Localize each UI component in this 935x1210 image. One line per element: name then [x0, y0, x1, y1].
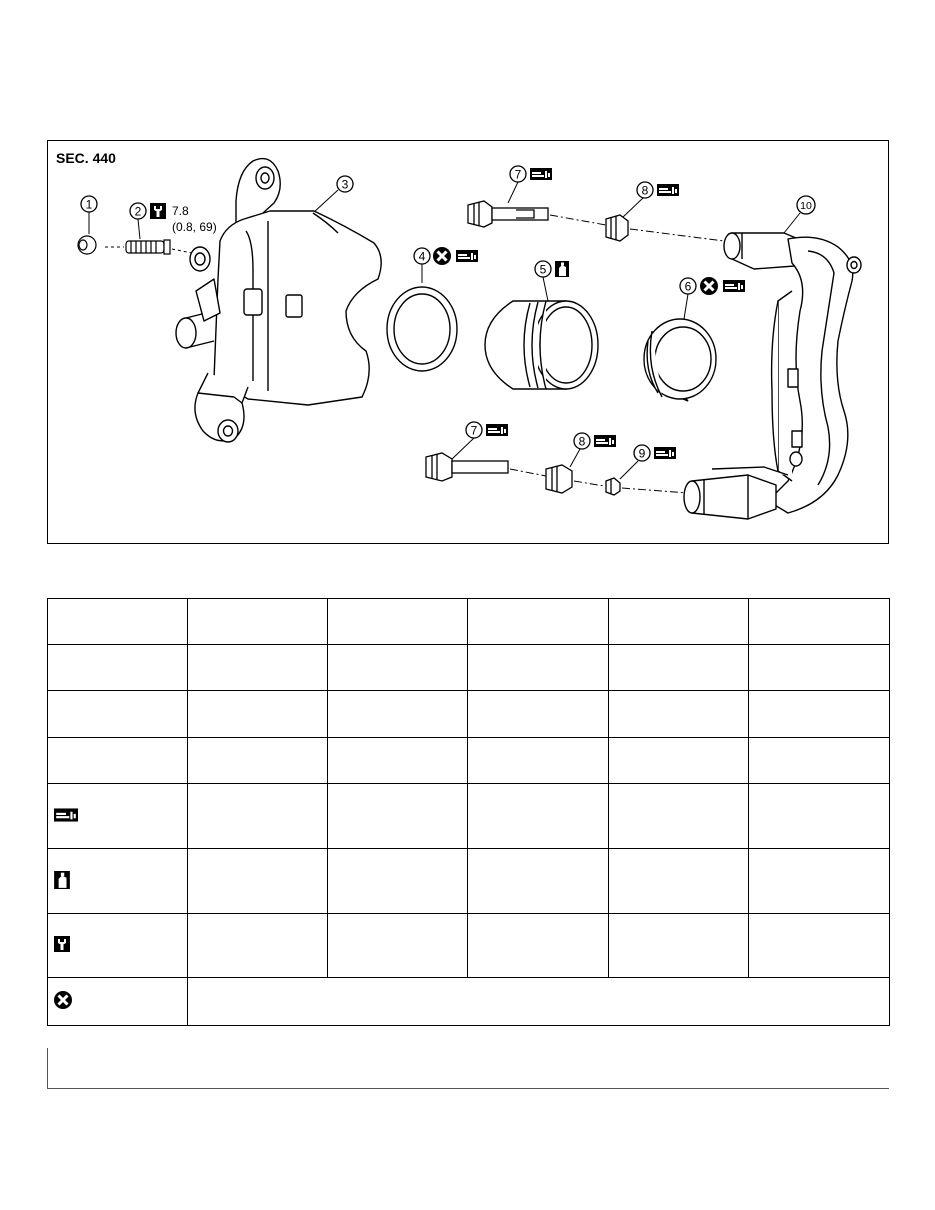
torque-value: 7.8: [172, 204, 189, 218]
table-cell: [749, 691, 890, 738]
svg-text:6: 6: [684, 279, 692, 294]
table-cell: [609, 914, 749, 978]
table-row: [48, 599, 890, 645]
piston: [485, 301, 598, 389]
grease-icon: [54, 808, 78, 822]
table-cell: [749, 849, 890, 914]
table-cell: [48, 914, 188, 978]
callout-7-upper: [508, 166, 526, 203]
table-cell: [328, 691, 468, 738]
callout-9: [620, 445, 650, 479]
grease-icon: [594, 435, 616, 447]
table-cell: [468, 784, 609, 849]
table-cell: [188, 599, 328, 645]
grease-icon: [530, 168, 552, 180]
table-cell: [48, 599, 188, 645]
table-cell: [188, 849, 328, 914]
table-cell: [48, 645, 188, 691]
grease-icon: [657, 184, 679, 196]
table-cell: [749, 599, 890, 645]
svg-text:4: 4: [418, 249, 426, 264]
callout-10: [784, 196, 815, 233]
table-cell: [48, 784, 188, 849]
table-cell: [468, 914, 609, 978]
table-cell: [749, 645, 890, 691]
table-cell: [48, 978, 188, 1026]
table-cell: [188, 784, 328, 849]
table-cell: [48, 849, 188, 914]
legend-table: [47, 598, 890, 1026]
slide-pin-upper: [468, 201, 548, 227]
footer-bar: [47, 1048, 889, 1089]
table-cell: [468, 738, 609, 784]
torque-wrench-icon: [150, 203, 166, 219]
table-cell: [609, 784, 749, 849]
table-row: [48, 978, 890, 1026]
torque-value-alt: (0.8, 69): [172, 220, 217, 234]
callout-7-lower: [452, 422, 482, 459]
pin-boot-lower: [546, 465, 572, 493]
replace-icon: [54, 991, 72, 1009]
table-cell: [48, 738, 188, 784]
table-cell: [328, 599, 468, 645]
torque-wrench-icon: [54, 936, 70, 952]
svg-text:7: 7: [514, 167, 522, 182]
table-cell: [328, 645, 468, 691]
table-cell: [328, 738, 468, 784]
svg-text:5: 5: [539, 262, 547, 277]
svg-text:2: 2: [134, 204, 142, 219]
svg-text:8: 8: [578, 434, 586, 449]
exploded-view-diagram: [47, 140, 889, 544]
table-cell: [609, 738, 749, 784]
table-row: [48, 738, 890, 784]
slide-pin-lower: [426, 453, 508, 481]
table-cell: [749, 784, 890, 849]
table-cell: [468, 599, 609, 645]
bleeder-cap: [78, 236, 96, 254]
table-cell: [188, 738, 328, 784]
bleeder-screw: [126, 240, 170, 254]
table-cell: [609, 849, 749, 914]
table-cell: [188, 914, 328, 978]
callout-2: [130, 203, 146, 239]
table-cell: [328, 784, 468, 849]
table-cell: [48, 691, 188, 738]
table-row: [48, 849, 890, 914]
fluid-icon: [555, 261, 569, 277]
callout-8-lower: [570, 433, 590, 467]
replace-icon: [433, 247, 451, 265]
pin-boot-upper: [606, 215, 628, 241]
callout-4: [414, 248, 430, 283]
table-row: [48, 784, 890, 849]
svg-text:3: 3: [341, 177, 349, 192]
table-cell: [609, 599, 749, 645]
grease-icon: [654, 447, 676, 459]
table-row: [48, 645, 890, 691]
piston-boot: [644, 319, 716, 401]
svg-text:10: 10: [800, 200, 812, 212]
svg-text:9: 9: [638, 446, 646, 461]
table-cell: [609, 691, 749, 738]
callout-8-upper: [623, 182, 653, 217]
table-row: [48, 691, 890, 738]
table-cell: [188, 691, 328, 738]
svg-text:8: 8: [641, 183, 649, 198]
table-cell: [609, 645, 749, 691]
replace-icon: [700, 277, 718, 295]
caliper-body: [176, 159, 381, 442]
table-cell: [328, 914, 468, 978]
grease-icon: [456, 250, 478, 262]
piston-seal: [387, 287, 457, 371]
table-cell: [328, 849, 468, 914]
table-cell: [188, 645, 328, 691]
sliding-pin-bolt: [606, 478, 620, 495]
fluid-icon: [54, 871, 70, 889]
table-cell: [468, 849, 609, 914]
table-cell: [468, 645, 609, 691]
table-row: [48, 914, 890, 978]
svg-text:7: 7: [470, 423, 478, 438]
callout-5: [535, 261, 551, 301]
table-cell: [749, 914, 890, 978]
section-label: SEC. 440: [56, 150, 116, 166]
svg-text:1: 1: [85, 197, 93, 212]
callout-6: [680, 278, 696, 319]
grease-icon: [486, 424, 508, 436]
table-cell: [468, 691, 609, 738]
table-cell-merged: [188, 978, 890, 1026]
table-cell: [749, 738, 890, 784]
callout-3: [313, 176, 353, 213]
callout-1: [81, 196, 97, 234]
grease-icon: [723, 280, 745, 292]
